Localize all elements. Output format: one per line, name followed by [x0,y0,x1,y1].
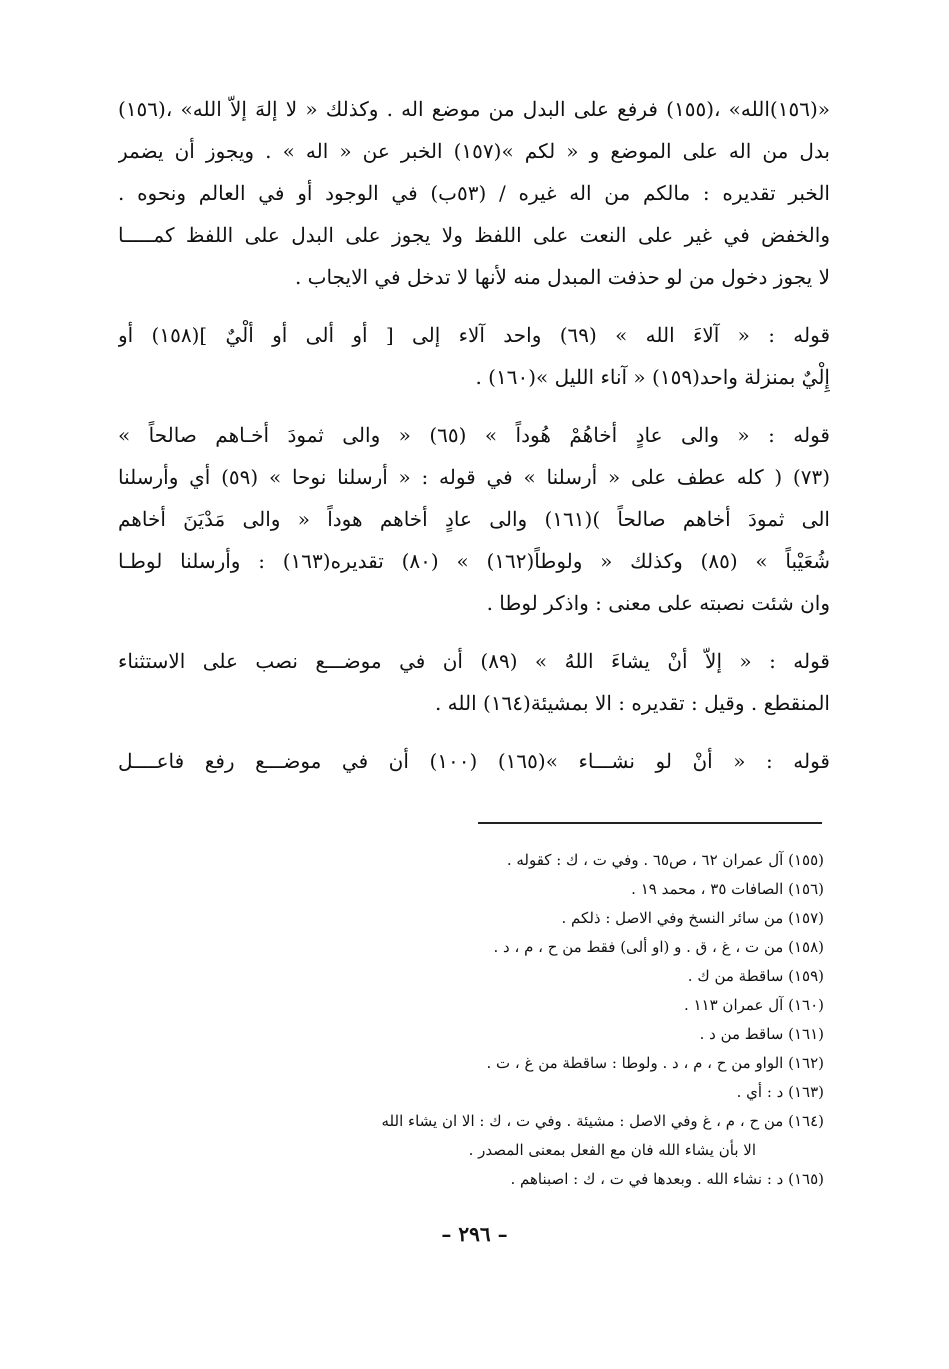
text-line: لا يجوز دخول من لو حذفت المبدل منه لأنها لا تدخل في الايجاب . [294,265,830,289]
text-line: إِلْيٌ بمنزلة واحد(١٥٩) « آناء الليل »(١٦٠) . [475,365,830,389]
text-line: قوله : « والى عادٍ أخاهُمْ هُوداً » (٦٥) « والى ثمودَ أخـاهم صالحاً » [118,423,830,447]
text-line: المنقطع . وقيل : تقديره : الا بمشيئة(١٦٤) الله . [434,691,830,715]
footnote: (١٦٥) د : نشاء الله . وبعدها في ت ، ك : اصبناهم . [510,1170,824,1188]
text-line: «(١٥٦)الله» ،(١٥٥) فرفع على البدل من موضع اله . وكذلك « لا إلهَ إلاّ الله» ،(١٥٦) [118,97,830,121]
text-line: قوله : « آلاءَ الله » (٦٩) واحد آلاء إلى [ أو ألى أو ألْيٌ ](١٥٨) أو [118,323,830,347]
text-line: بدل من اله على الموضع و « لكم »(١٥٧) الخبر عن « اله » . ويجوز أن يضمر [118,139,830,163]
footnote: (١٦٣) د : أي . [736,1083,824,1101]
paragraph [118,740,830,782]
paragraph [118,88,830,298]
footnotes [118,846,824,1194]
text-line: وان شئت نصبته على معنى : واذكر لوطا . [486,591,830,615]
footnote: (١٦٢) الواو من ح ، م ، د . ولوطا : ساقطة من غ ، ت . [486,1054,824,1072]
text-line: قوله : « إلاّ أنْ يشاءَ اللهُ » (٨٩) أن في موضـــع نصب على الاستثناء [118,649,830,673]
text-line: شُعَيْباً » (٨٥) وكذلك « ولوطاً(١٦٢) » (٨٠) تقديره(١٦٣) : وأرسلنا لوطـا [118,549,830,573]
text-line: قوله : « أنْ لو نشـــاء »(١٦٥) (١٠٠) أن في موضـــع رفع فاعــــل [118,749,830,773]
main-text [118,88,830,798]
footnote: (١٦٠) آل عمران ١١٣ . [683,996,824,1014]
page-number: – ٢٩٦ – [441,1222,508,1246]
paragraph [118,314,830,398]
text-line: الخبر تقديره : مالكم من اله غيره / (٥٣ب) في الوجود أو في العالم ونحوه . [118,181,830,205]
footnote: (١٥٨) من ت ، غ ، ق . و (او ألى) فقط من ح ، م ، د . [493,938,824,956]
footnote: (١٥٥) آل عمران ٦٢ ، ص٦٥ . وفي ت ، ك : كقوله . [506,851,824,869]
footnote-separator [478,822,822,824]
footnote-continuation: الا بأن يشاء الله فان مع الفعل بمعنى المصدر . [468,1141,756,1159]
footnote: (١٥٦) الصافات ٣٥ ، محمد ١٩ . [631,880,824,898]
text-line: (٧٣) ( كله عطف على « أرسلنا » في قوله : « أرسلنا نوحا » (٥٩) أي وأرسلنا [118,465,830,489]
paragraph [118,640,830,724]
text-line: الى ثمودَ أخاهم صالحاً )(١٦١) والى عادٍ أخاهم هوداً « والى مَدْيَنَ أخاهم [118,507,830,531]
text-line: والخفض في غير على النعت على اللفظ ولا يجوز على البدل على اللفظ كمـــــا [118,223,830,247]
footnote: (١٦١) ساقط من د . [699,1025,824,1043]
footnote: (١٥٧) من سائر النسخ وفي الاصل : ذلكم . [561,909,824,927]
footnote: (١٥٩) ساقطة من ك . [687,967,824,985]
footnote: (١٦٤) من ح ، م ، غ وفي الاصل : مشيئة . وفي ت ، ك : الا ان يشاء الله [381,1112,824,1130]
paragraph [118,414,830,624]
